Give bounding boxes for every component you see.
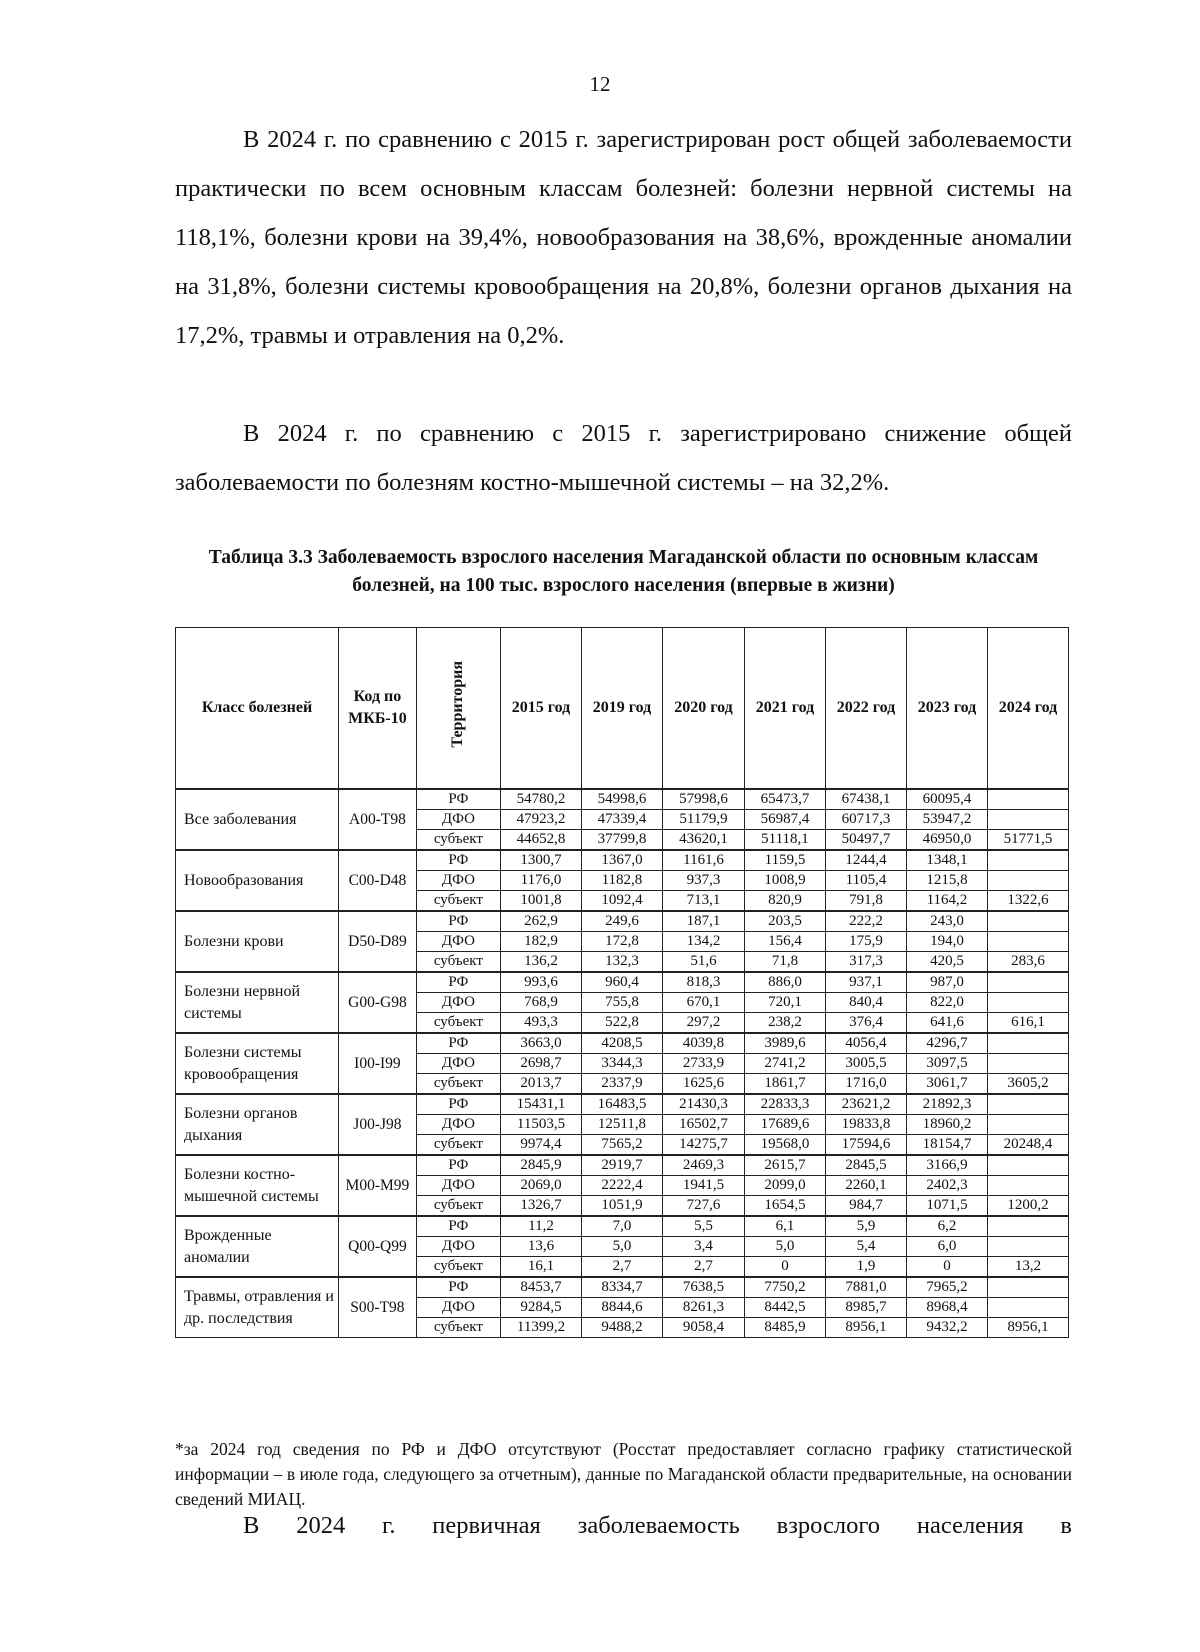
value-cell: 13,6 xyxy=(500,1237,581,1257)
value-cell: 51771,5 xyxy=(987,830,1068,851)
value-cell: 17689,6 xyxy=(745,1115,826,1135)
value-cell: 1941,5 xyxy=(662,1176,744,1196)
value-cell xyxy=(987,1155,1068,1176)
value-cell: 53947,2 xyxy=(906,810,987,830)
value-cell: 22833,3 xyxy=(745,1094,826,1115)
last-line-word: в xyxy=(1060,1512,1072,1539)
table-row xyxy=(176,850,1069,871)
table-row xyxy=(176,789,1069,810)
value-cell: 1654,5 xyxy=(745,1196,826,1217)
value-cell: 1200,2 xyxy=(987,1196,1068,1217)
last-line-word: взрослого xyxy=(776,1512,881,1539)
value-cell: 8485,9 xyxy=(745,1318,826,1338)
value-cell: 16502,7 xyxy=(662,1115,744,1135)
value-cell: 11503,5 xyxy=(500,1115,581,1135)
value-cell: 57998,6 xyxy=(662,789,744,810)
value-cell: 67438,1 xyxy=(825,789,906,810)
value-cell: 5,0 xyxy=(745,1237,826,1257)
value-cell xyxy=(987,850,1068,871)
value-cell: 960,4 xyxy=(581,972,662,993)
value-cell: 522,8 xyxy=(581,1013,662,1034)
header-year: 2015 год xyxy=(500,628,581,790)
value-cell: 7881,0 xyxy=(825,1277,906,1298)
territory-cell: РФ xyxy=(416,1155,500,1176)
value-cell: 3663,0 xyxy=(500,1033,581,1054)
table-header-row xyxy=(176,628,1069,790)
value-cell: 222,2 xyxy=(825,911,906,932)
value-cell: 755,8 xyxy=(581,993,662,1013)
value-cell xyxy=(987,911,1068,932)
value-cell: 249,6 xyxy=(581,911,662,932)
icd-code-cell: С00-D48 xyxy=(339,850,417,911)
disease-class-cell: Все заболевания xyxy=(176,789,339,850)
header-year: 2020 год xyxy=(662,628,744,790)
territory-cell: ДФО xyxy=(416,1298,500,1318)
value-cell: 984,7 xyxy=(825,1196,906,1217)
value-cell: 791,8 xyxy=(825,891,906,912)
value-cell: 1716,0 xyxy=(825,1074,906,1095)
value-cell xyxy=(987,1216,1068,1237)
value-cell: 9058,4 xyxy=(662,1318,744,1338)
value-cell: 8985,7 xyxy=(825,1298,906,1318)
value-cell: 46950,0 xyxy=(906,830,987,851)
disease-class-cell: Болезни органов дыхания xyxy=(176,1094,339,1155)
value-cell: 1105,4 xyxy=(825,871,906,891)
icd-code-cell: Q00-Q99 xyxy=(339,1216,417,1277)
disease-class-cell: Болезни нервной системы xyxy=(176,972,339,1033)
value-cell: 8261,3 xyxy=(662,1298,744,1318)
table-row xyxy=(176,1155,1069,1176)
value-cell: 283,6 xyxy=(987,952,1068,973)
value-cell: 2260,1 xyxy=(825,1176,906,1196)
value-cell: 2845,5 xyxy=(825,1155,906,1176)
value-cell: 47339,4 xyxy=(581,810,662,830)
territory-cell: РФ xyxy=(416,911,500,932)
header-year: 2022 год xyxy=(825,628,906,790)
header-territory xyxy=(416,628,500,790)
value-cell: 60717,3 xyxy=(825,810,906,830)
value-cell: 13,2 xyxy=(987,1257,1068,1278)
value-cell: 3989,6 xyxy=(745,1033,826,1054)
value-cell: 2337,9 xyxy=(581,1074,662,1095)
territory-cell: субъект xyxy=(416,1013,500,1034)
value-cell: 7965,2 xyxy=(906,1277,987,1298)
value-cell: 9432,2 xyxy=(906,1318,987,1338)
table-body xyxy=(176,789,1069,1338)
value-cell: 18154,7 xyxy=(906,1135,987,1156)
value-cell: 8844,6 xyxy=(581,1298,662,1318)
value-cell: 56987,4 xyxy=(745,810,826,830)
value-cell: 243,0 xyxy=(906,911,987,932)
value-cell xyxy=(987,972,1068,993)
value-cell: 1244,4 xyxy=(825,850,906,871)
territory-cell: субъект xyxy=(416,1135,500,1156)
value-cell: 822,0 xyxy=(906,993,987,1013)
last-line xyxy=(243,1506,1072,1546)
value-cell: 8956,1 xyxy=(987,1318,1068,1338)
value-cell: 1071,5 xyxy=(906,1196,987,1217)
value-cell xyxy=(987,871,1068,891)
value-cell xyxy=(987,1176,1068,1196)
value-cell: 8453,7 xyxy=(500,1277,581,1298)
value-cell: 9488,2 xyxy=(581,1318,662,1338)
value-cell: 937,3 xyxy=(662,871,744,891)
value-cell: 1176,0 xyxy=(500,871,581,891)
table-row xyxy=(176,911,1069,932)
disease-class-cell: Болезни системы кровообращения xyxy=(176,1033,339,1094)
value-cell: 172,8 xyxy=(581,932,662,952)
value-cell: 54780,2 xyxy=(500,789,581,810)
territory-cell: субъект xyxy=(416,1074,500,1095)
value-cell: 8968,4 xyxy=(906,1298,987,1318)
value-cell: 1092,4 xyxy=(581,891,662,912)
header-class: Класс болезней xyxy=(176,628,339,790)
value-cell: 297,2 xyxy=(662,1013,744,1034)
value-cell: 1001,8 xyxy=(500,891,581,912)
territory-cell: РФ xyxy=(416,789,500,810)
table-row xyxy=(176,972,1069,993)
territory-cell: РФ xyxy=(416,1216,500,1237)
value-cell: 3605,2 xyxy=(987,1074,1068,1095)
page-number: 12 xyxy=(589,72,611,96)
value-cell: 5,5 xyxy=(662,1216,744,1237)
value-cell: 1348,1 xyxy=(906,850,987,871)
value-cell: 5,4 xyxy=(825,1237,906,1257)
icd-code-cell: D50-D89 xyxy=(339,911,417,972)
value-cell xyxy=(987,1298,1068,1318)
value-cell: 6,2 xyxy=(906,1216,987,1237)
value-cell: 1008,9 xyxy=(745,871,826,891)
paragraph-decline: В 2024 г. по сравнению с 2015 г. зарегистрировано снижение общей заболеваемости по болезням костно-мышечной системы – на 32,2%. xyxy=(175,420,1072,496)
value-cell: 2919,7 xyxy=(581,1155,662,1176)
value-cell: 1326,7 xyxy=(500,1196,581,1217)
value-cell xyxy=(987,932,1068,952)
territory-cell: ДФО xyxy=(416,1115,500,1135)
value-cell: 2733,9 xyxy=(662,1054,744,1074)
icd-code-cell: G00-G98 xyxy=(339,972,417,1033)
value-cell: 2741,2 xyxy=(745,1054,826,1074)
value-cell: 23621,2 xyxy=(825,1094,906,1115)
value-cell: 1322,6 xyxy=(987,891,1068,912)
value-cell: 8442,5 xyxy=(745,1298,826,1318)
territory-cell: ДФО xyxy=(416,1237,500,1257)
value-cell: 5,0 xyxy=(581,1237,662,1257)
value-cell: 3097,5 xyxy=(906,1054,987,1074)
value-cell: 44652,8 xyxy=(500,830,581,851)
table-row xyxy=(176,1277,1069,1298)
territory-cell: субъект xyxy=(416,830,500,851)
value-cell: 1182,8 xyxy=(581,871,662,891)
header-territory-label: Территория xyxy=(449,661,467,748)
value-cell: 21892,3 xyxy=(906,1094,987,1115)
value-cell: 51,6 xyxy=(662,952,744,973)
value-cell: 19568,0 xyxy=(745,1135,826,1156)
value-cell: 1861,7 xyxy=(745,1074,826,1095)
value-cell xyxy=(987,810,1068,830)
territory-cell: ДФО xyxy=(416,932,500,952)
value-cell: 203,5 xyxy=(745,911,826,932)
value-cell: 19833,8 xyxy=(825,1115,906,1135)
value-cell: 670,1 xyxy=(662,993,744,1013)
value-cell: 4056,4 xyxy=(825,1033,906,1054)
value-cell: 1161,6 xyxy=(662,850,744,871)
value-cell: 4296,7 xyxy=(906,1033,987,1054)
value-cell: 2,7 xyxy=(662,1257,744,1278)
value-cell: 4039,8 xyxy=(662,1033,744,1054)
value-cell: 641,6 xyxy=(906,1013,987,1034)
last-line-word: населения xyxy=(916,1512,1024,1539)
value-cell: 993,6 xyxy=(500,972,581,993)
value-cell: 7638,5 xyxy=(662,1277,744,1298)
value-cell: 0 xyxy=(745,1257,826,1278)
value-cell xyxy=(987,1115,1068,1135)
header-year: 2021 год xyxy=(745,628,826,790)
value-cell: 937,1 xyxy=(825,972,906,993)
value-cell: 720,1 xyxy=(745,993,826,1013)
territory-cell: РФ xyxy=(416,972,500,993)
value-cell: 2,7 xyxy=(581,1257,662,1278)
value-cell: 71,8 xyxy=(745,952,826,973)
value-cell: 175,9 xyxy=(825,932,906,952)
value-cell: 14275,7 xyxy=(662,1135,744,1156)
table-row xyxy=(176,1216,1069,1237)
icd-code-cell: М00-М99 xyxy=(339,1155,417,1216)
value-cell: 2069,0 xyxy=(500,1176,581,1196)
value-cell: 47923,2 xyxy=(500,810,581,830)
value-cell xyxy=(987,1237,1068,1257)
value-cell: 51118,1 xyxy=(745,830,826,851)
header-year: 2019 год xyxy=(581,628,662,790)
territory-cell: ДФО xyxy=(416,1176,500,1196)
value-cell: 1215,8 xyxy=(906,871,987,891)
territory-cell: субъект xyxy=(416,1257,500,1278)
paragraph-growth: В 2024 г. по сравнению с 2015 г. зарегистрирован рост общей заболеваемости практически по всем основным классам болезней: болезни нервной системы на 118,1%, болезни крови на 39,4%, новообразования на 38,6%, врожденные аномалии на 31,8%, болезни системы кровообращения на 20,8%, болезни органов дыхания на 17,2%, травмы и отравления на 0,2%. xyxy=(175,126,1072,349)
territory-cell: РФ xyxy=(416,1094,500,1115)
value-cell: 18960,2 xyxy=(906,1115,987,1135)
value-cell: 16483,5 xyxy=(581,1094,662,1115)
value-cell: 376,4 xyxy=(825,1013,906,1034)
value-cell xyxy=(987,1033,1068,1054)
last-line-word: г. xyxy=(382,1512,396,1539)
territory-cell: РФ xyxy=(416,1277,500,1298)
value-cell: 0 xyxy=(906,1257,987,1278)
value-cell: 21430,3 xyxy=(662,1094,744,1115)
disease-class-cell: Травмы, отравления и др. последствия xyxy=(176,1277,339,1338)
disease-class-cell: Болезни костно-мышечной системы xyxy=(176,1155,339,1216)
value-cell: 194,0 xyxy=(906,932,987,952)
value-cell: 156,4 xyxy=(745,932,826,952)
value-cell: 7,0 xyxy=(581,1216,662,1237)
value-cell: 2698,7 xyxy=(500,1054,581,1074)
value-cell: 818,3 xyxy=(662,972,744,993)
value-cell: 2013,7 xyxy=(500,1074,581,1095)
value-cell: 132,3 xyxy=(581,952,662,973)
icd-code-cell: S00-T98 xyxy=(339,1277,417,1338)
value-cell: 3344,3 xyxy=(581,1054,662,1074)
value-cell: 187,1 xyxy=(662,911,744,932)
value-cell: 1,9 xyxy=(825,1257,906,1278)
value-cell: 1164,2 xyxy=(906,891,987,912)
value-cell: 2222,4 xyxy=(581,1176,662,1196)
value-cell: 4208,5 xyxy=(581,1033,662,1054)
icd-code-cell: I00-I99 xyxy=(339,1033,417,1094)
value-cell: 11,2 xyxy=(500,1216,581,1237)
value-cell: 12511,8 xyxy=(581,1115,662,1135)
value-cell: 60095,4 xyxy=(906,789,987,810)
value-cell: 238,2 xyxy=(745,1013,826,1034)
value-cell: 20248,4 xyxy=(987,1135,1068,1156)
value-cell: 134,2 xyxy=(662,932,744,952)
icd-code-cell: А00-Т98 xyxy=(339,789,417,850)
value-cell: 262,9 xyxy=(500,911,581,932)
value-cell: 37799,8 xyxy=(581,830,662,851)
value-cell: 51179,9 xyxy=(662,810,744,830)
value-cell: 713,1 xyxy=(662,891,744,912)
last-line-word: В xyxy=(243,1512,260,1539)
value-cell: 7565,2 xyxy=(581,1135,662,1156)
value-cell: 9974,4 xyxy=(500,1135,581,1156)
value-cell: 9284,5 xyxy=(500,1298,581,1318)
value-cell: 886,0 xyxy=(745,972,826,993)
value-cell: 768,9 xyxy=(500,993,581,1013)
value-cell: 17594,6 xyxy=(825,1135,906,1156)
table-title: Таблица 3.3 Заболеваемость взрослого населения Магаданской области по основным классам болезней, на 100 тыс. взрослого населения (впервые в жизни) xyxy=(208,547,1039,596)
value-cell xyxy=(987,1094,1068,1115)
last-line-word: 2024 xyxy=(296,1512,346,1539)
value-cell: 43620,1 xyxy=(662,830,744,851)
value-cell: 1159,5 xyxy=(745,850,826,871)
value-cell: 2469,3 xyxy=(662,1155,744,1176)
value-cell: 2845,9 xyxy=(500,1155,581,1176)
value-cell: 1625,6 xyxy=(662,1074,744,1095)
header-code: Код по МКБ-10 xyxy=(339,628,417,790)
value-cell: 8956,1 xyxy=(825,1318,906,1338)
value-cell: 7750,2 xyxy=(745,1277,826,1298)
value-cell: 2615,7 xyxy=(745,1155,826,1176)
icd-code-cell: J00-J98 xyxy=(339,1094,417,1155)
value-cell: 1051,9 xyxy=(581,1196,662,1217)
value-cell: 3166,9 xyxy=(906,1155,987,1176)
value-cell: 6,0 xyxy=(906,1237,987,1257)
territory-cell: РФ xyxy=(416,850,500,871)
value-cell: 1300,7 xyxy=(500,850,581,871)
value-cell: 616,1 xyxy=(987,1013,1068,1034)
territory-cell: РФ xyxy=(416,1033,500,1054)
territory-cell: ДФО xyxy=(416,871,500,891)
header-year: 2024 год xyxy=(987,628,1068,790)
value-cell xyxy=(987,789,1068,810)
last-line-word: заболеваемость xyxy=(577,1512,740,1539)
morbidity-table xyxy=(175,627,1069,1338)
territory-cell: ДФО xyxy=(416,993,500,1013)
value-cell: 3,4 xyxy=(662,1237,744,1257)
header-year: 2023 год xyxy=(906,628,987,790)
value-cell: 3005,5 xyxy=(825,1054,906,1074)
table-row xyxy=(176,1094,1069,1115)
territory-cell: ДФО xyxy=(416,810,500,830)
last-line-word: первичная xyxy=(432,1512,541,1539)
value-cell: 727,6 xyxy=(662,1196,744,1217)
value-cell: 11399,2 xyxy=(500,1318,581,1338)
value-cell: 3061,7 xyxy=(906,1074,987,1095)
value-cell: 1367,0 xyxy=(581,850,662,871)
value-cell: 54998,6 xyxy=(581,789,662,810)
value-cell: 8334,7 xyxy=(581,1277,662,1298)
value-cell: 5,9 xyxy=(825,1216,906,1237)
value-cell: 987,0 xyxy=(906,972,987,993)
value-cell: 2402,3 xyxy=(906,1176,987,1196)
territory-cell: субъект xyxy=(416,952,500,973)
territory-cell: ДФО xyxy=(416,1054,500,1074)
value-cell: 2099,0 xyxy=(745,1176,826,1196)
value-cell: 65473,7 xyxy=(745,789,826,810)
value-cell: 16,1 xyxy=(500,1257,581,1278)
footnote: *за 2024 год сведения по РФ и ДФО отсутствуют (Росстат предоставляет согласно графику статистической информации – в июле года, следующего за отчетным), данные по Магаданской области предварительные, на основании сведений МИАЦ. xyxy=(175,1439,1072,1509)
disease-class-cell: Болезни крови xyxy=(176,911,339,972)
value-cell: 50497,7 xyxy=(825,830,906,851)
disease-class-cell: Новообразования xyxy=(176,850,339,911)
value-cell: 182,9 xyxy=(500,932,581,952)
value-cell: 820,9 xyxy=(745,891,826,912)
value-cell: 15431,1 xyxy=(500,1094,581,1115)
value-cell: 493,3 xyxy=(500,1013,581,1034)
table-row xyxy=(176,1033,1069,1054)
value-cell xyxy=(987,1277,1068,1298)
territory-cell: субъект xyxy=(416,891,500,912)
value-cell: 6,1 xyxy=(745,1216,826,1237)
disease-class-cell: Врожденные аномалии xyxy=(176,1216,339,1277)
value-cell: 420,5 xyxy=(906,952,987,973)
value-cell xyxy=(987,1054,1068,1074)
territory-cell: субъект xyxy=(416,1196,500,1217)
value-cell: 136,2 xyxy=(500,952,581,973)
value-cell: 840,4 xyxy=(825,993,906,1013)
territory-cell: субъект xyxy=(416,1318,500,1338)
value-cell xyxy=(987,993,1068,1013)
value-cell: 317,3 xyxy=(825,952,906,973)
